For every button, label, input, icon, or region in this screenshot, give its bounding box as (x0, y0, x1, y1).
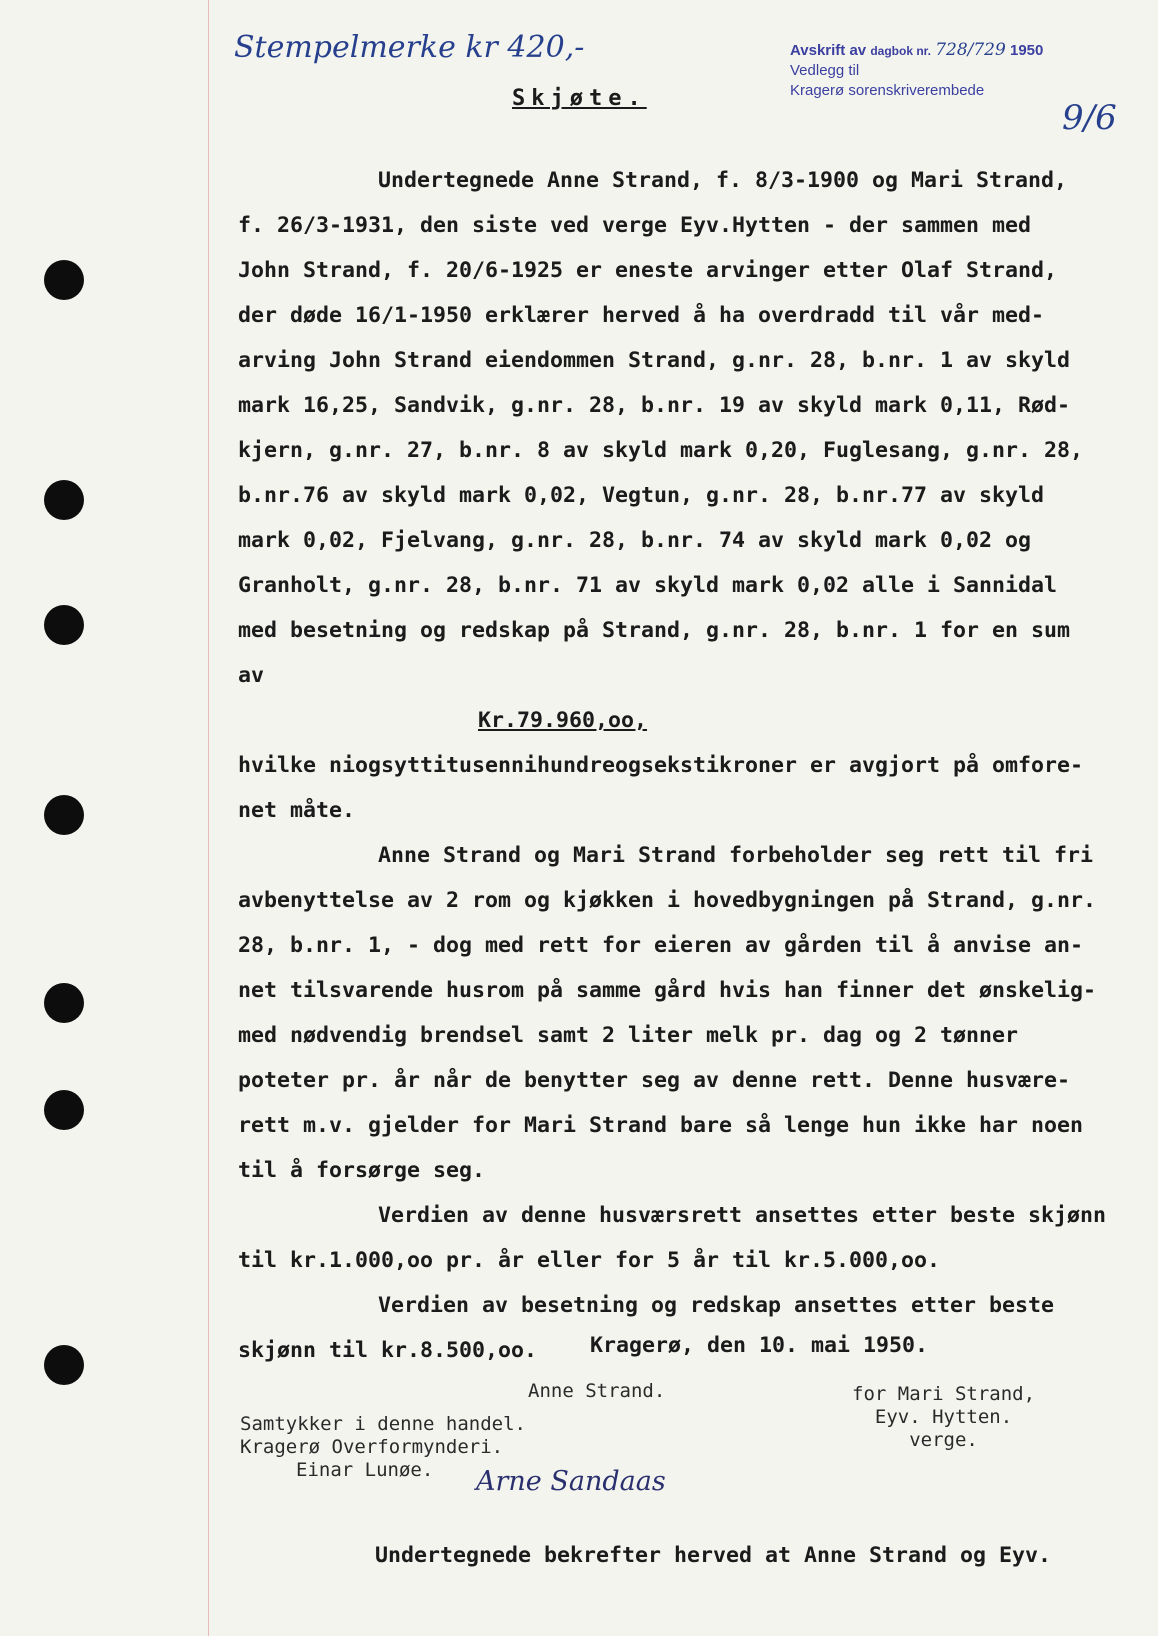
margin-line (208, 0, 209, 1636)
stamp-line1-prefix: Avskrift av (790, 42, 867, 59)
registry-stamp (790, 40, 1043, 101)
body-line: til kr.1.000,oo pr. år eller for 5 år til kr.5.000,oo. (238, 1248, 941, 1273)
body-line: Verdien av denne husværsrett ansettes etter beste skjønn (378, 1203, 1107, 1228)
punch-hole (44, 605, 84, 645)
signature-guardian-block (852, 1383, 1035, 1452)
punch-hole (44, 1345, 84, 1385)
document-title: Skjøte. (512, 86, 647, 111)
consent-line: Einar Lunøe. (296, 1459, 434, 1481)
guardian-line: verge. (909, 1429, 978, 1451)
body-line: arving John Strand eiendommen Strand, g.nr. 28, b.nr. 1 av skyld (238, 348, 1071, 373)
body-line: til å forsørge seg. (238, 1158, 486, 1183)
body-line: Verdien av besetning og redskap ansettes etter beste (378, 1293, 1055, 1318)
body-line: hvilke niogsyttitusennihundreogsekstikroner er avgjort på omfore- (238, 753, 1084, 778)
stamp-line3: Kragerø sorenskriverembede (790, 82, 985, 99)
body-line: mark 0,02, Fjelvang, g.nr. 28, b.nr. 74 av skyld mark 0,02 og (238, 528, 1032, 553)
consent-line: Samtykker i denne handel. (240, 1413, 526, 1435)
body-line: med nødvendig brendsel samt 2 liter melk pr. dag og 2 tønner (238, 1023, 1019, 1048)
body-line: Anne Strand og Mari Strand forbeholder seg rett til fri (378, 843, 1094, 868)
purchase-amount: Kr.79.960,oo, (478, 708, 648, 733)
guardian-line: for Mari Strand, (852, 1383, 1036, 1405)
body-line: net måte. (238, 798, 356, 823)
punch-hole (44, 795, 84, 835)
document-body (238, 158, 1138, 1373)
body-line: Granholt, g.nr. 28, b.nr. 71 av skyld mark 0,02 alle i Sannidal (238, 573, 1058, 598)
body-line: der døde 16/1-1950 erklærer herved å ha overdradd til vår med- (238, 303, 1045, 328)
consent-line: Kragerø Overformynderi. (240, 1436, 504, 1458)
punch-hole (44, 260, 84, 300)
stamp-year: 1950 (1009, 42, 1044, 59)
stamp-fee-annotation: Stempelmerke kr 420,- (234, 30, 585, 65)
place-date: Kragerø, den 10. mai 1950. (590, 1333, 929, 1358)
body-line: med besetning og redskap på Strand, g.nr. 28, b.nr. 1 for en sum (238, 618, 1071, 643)
body-line: John Strand, f. 20/6-1925 er eneste arvinger etter Olaf Strand, (238, 258, 1058, 283)
body-line: avbenyttelse av 2 rom og kjøkken i hovedbygningen på Strand, g.nr. (238, 888, 1097, 913)
body-line: av (238, 663, 265, 688)
stamp-line2: Vedlegg til (790, 62, 860, 79)
body-line: rett m.v. gjelder for Mari Strand bare så lenge hun ikke har noen (238, 1113, 1084, 1138)
body-line: mark 16,25, Sandvik, g.nr. 28, b.nr. 19 av skyld mark 0,11, Rød- (238, 393, 1071, 418)
body-line: f. 26/3-1931, den siste ved verge Eyv.Hytten - der sammen med (238, 213, 1032, 238)
body-line: net tilsvarende husrom på samme gård hvis han finner det ønskelig- (238, 978, 1097, 1003)
stamp-line1-label: dagbok nr. (870, 44, 932, 58)
punch-hole (44, 983, 84, 1023)
body-line: kjern, g.nr. 27, b.nr. 8 av skyld mark 0,20, Fuglesang, g.nr. 28, (238, 438, 1084, 463)
body-line: Undertegnede Anne Strand, f. 8/3-1900 og Mari Strand, (378, 168, 1068, 193)
body-line: skjønn til kr.8.500,oo. (238, 1338, 538, 1363)
body-line: b.nr.76 av skyld mark 0,02, Vegtun, g.nr. 28, b.nr.77 av skyld (238, 483, 1045, 508)
stamp-date-handwritten: 9/6 (1062, 98, 1117, 138)
signature-anne-strand: Anne Strand. (528, 1380, 666, 1402)
stamp-dagbok-number: 728/729 (935, 40, 1006, 60)
guardian-line: Eyv. Hytten. (874, 1406, 1013, 1428)
punch-hole (44, 480, 84, 520)
punch-hole (44, 1090, 84, 1130)
handwritten-signature: Arne Sandaas (476, 1466, 666, 1497)
body-line: 28, b.nr. 1, - dog med rett for eieren av gården til å anvise an- (238, 933, 1084, 958)
confirmation-line: Undertegnede bekrefter herved at Anne Strand og Eyv. (375, 1543, 1052, 1568)
body-line: poteter pr. år når de benytter seg av denne rett. Denne husvære- (238, 1068, 1071, 1093)
